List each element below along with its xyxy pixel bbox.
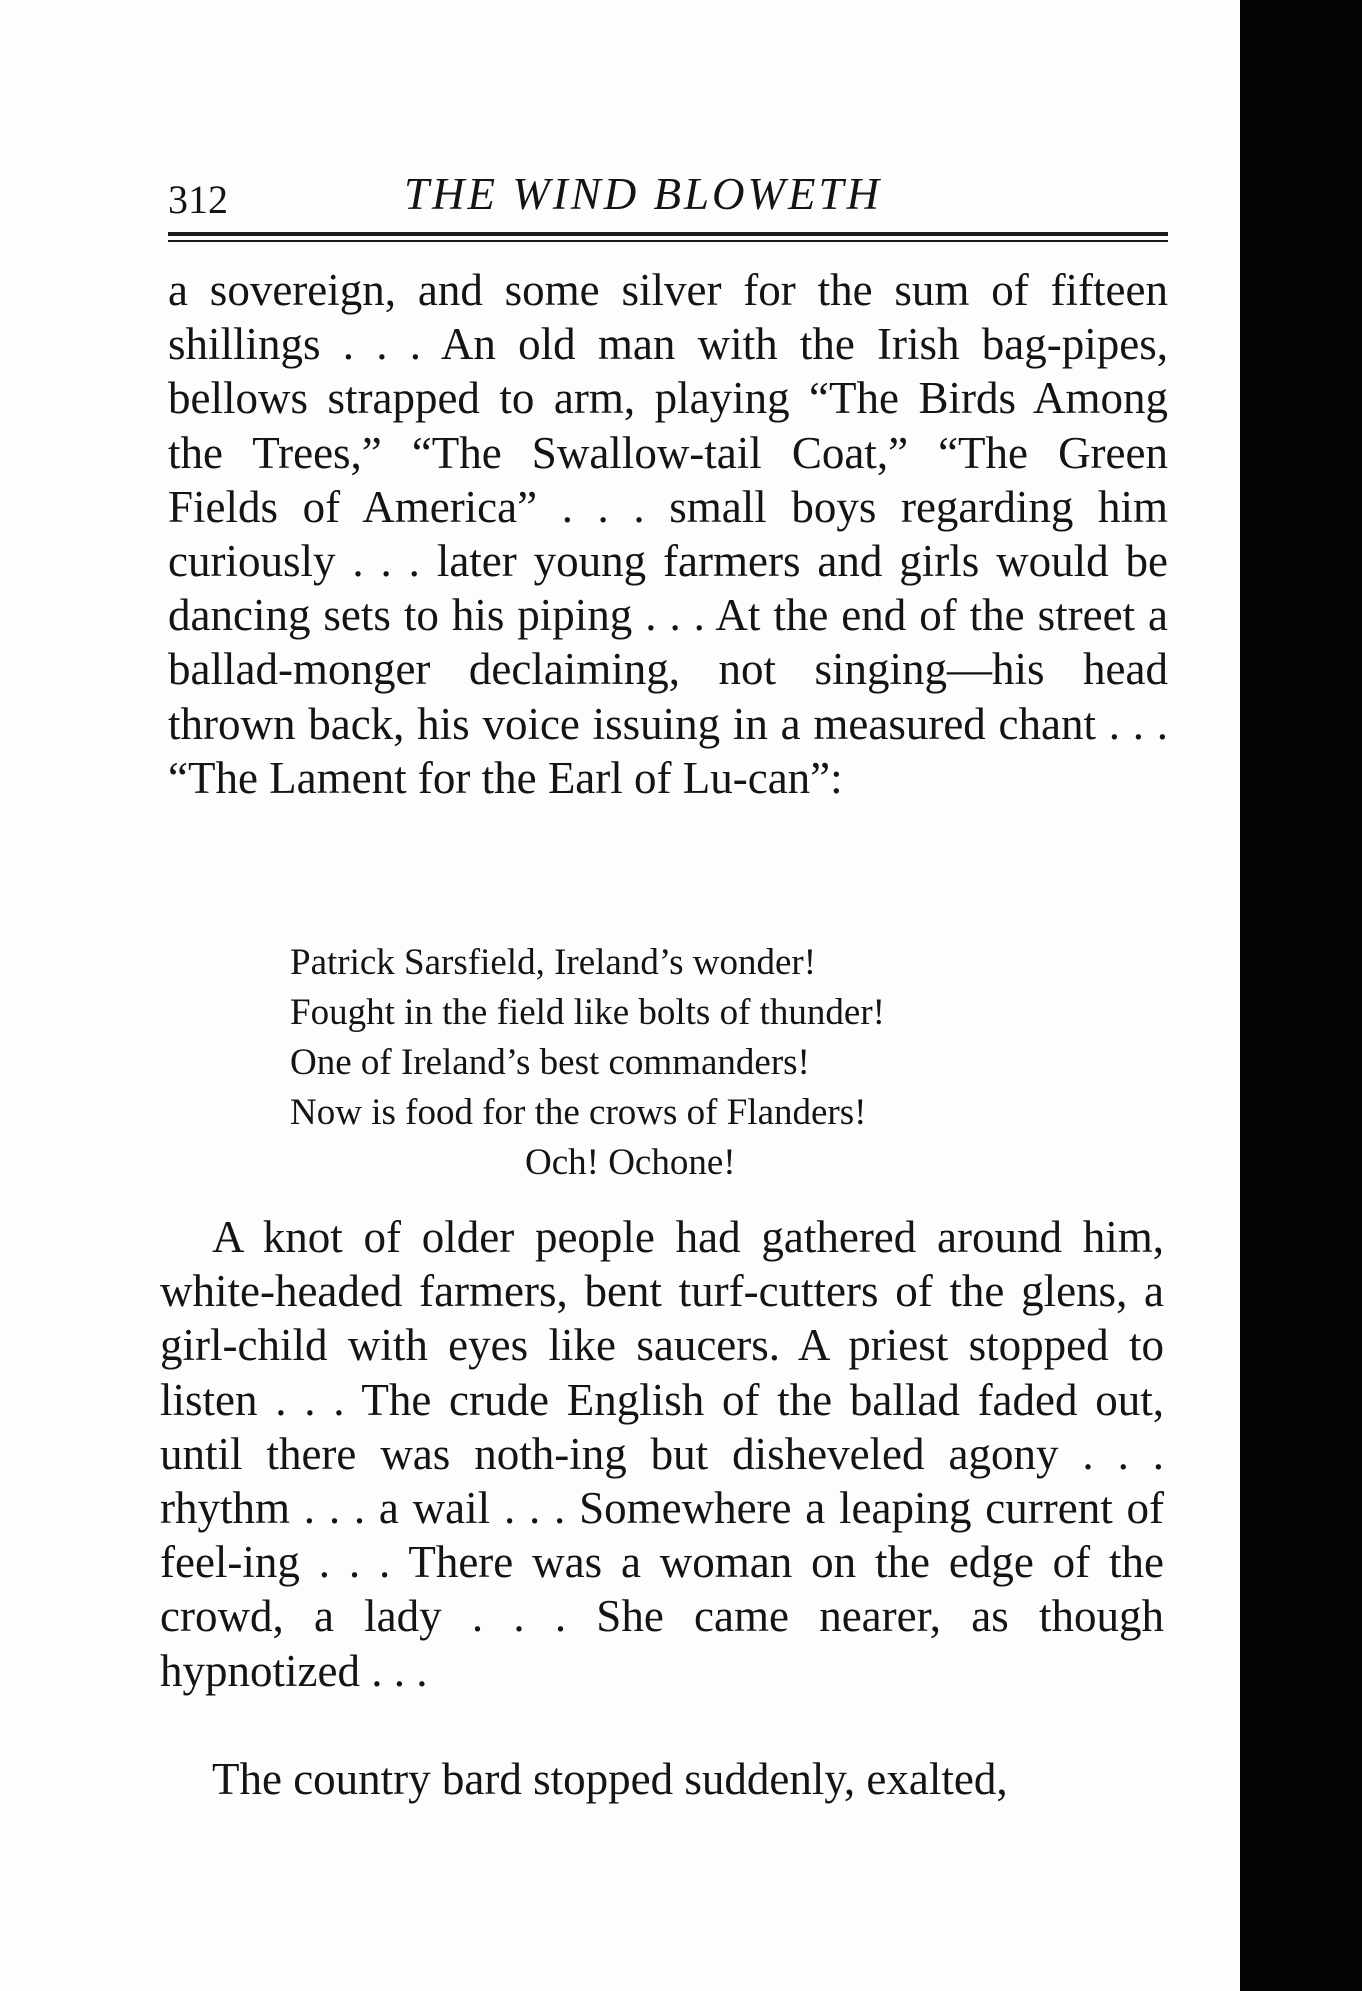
running-head (168, 168, 1168, 228)
paragraph-1: a sovereign, and some silver for the sum of fifteen shillings . . . An old man with the Irish bag-pipes, bellows strapped to arm, playing “The Birds Among the Trees,” “The Swallow-tail Coat,” “The Green Fields of America” . . . small boys regarding him curiously . . . later young farmers and girls would be dancing sets to his piping . . . At the end of the street a ballad-monger declaiming, not singing—his head thrown back, his voice issuing in a measured chant . . . “The Lament for the Earl of Lu-can”: (168, 265, 1168, 803)
verse-line-4: Now is food for the crows of Flanders! (290, 1092, 867, 1133)
paragraph-3: The country bard stopped suddenly, exalted, (212, 1754, 1008, 1804)
header-rule-thin (168, 240, 1168, 242)
verse-refrain: Och! Ochone! (525, 1142, 736, 1183)
header-rule-thick (168, 232, 1168, 236)
running-title: THE WIND BLOWETH (404, 169, 883, 219)
verse-line-2: Fought in the field like bolts of thunder! (290, 992, 885, 1033)
verse-line-3: One of Ireland’s best commanders! (290, 1042, 810, 1083)
verse-block (290, 938, 1070, 1188)
page-number: 312 (168, 177, 228, 222)
verse-line-1: Patrick Sarsfield, Ireland’s wonder! (290, 942, 817, 983)
scan-dark-edge (1240, 0, 1362, 1991)
paragraph-2: A knot of older people had gathered around him, white-headed farmers, bent turf-cutters of the glens, a girl-child with eyes like saucers. A priest stopped to listen . . . The crude English of the ballad faded out, until there was noth-ing but disheveled agony . . . rhythm . . . a wail . . . Somewhere a leaping current of feel-ing . . . There was a woman on the edge of the crowd, a lady . . . She came nearer, as though hypnotized . . . (160, 1212, 1164, 1696)
